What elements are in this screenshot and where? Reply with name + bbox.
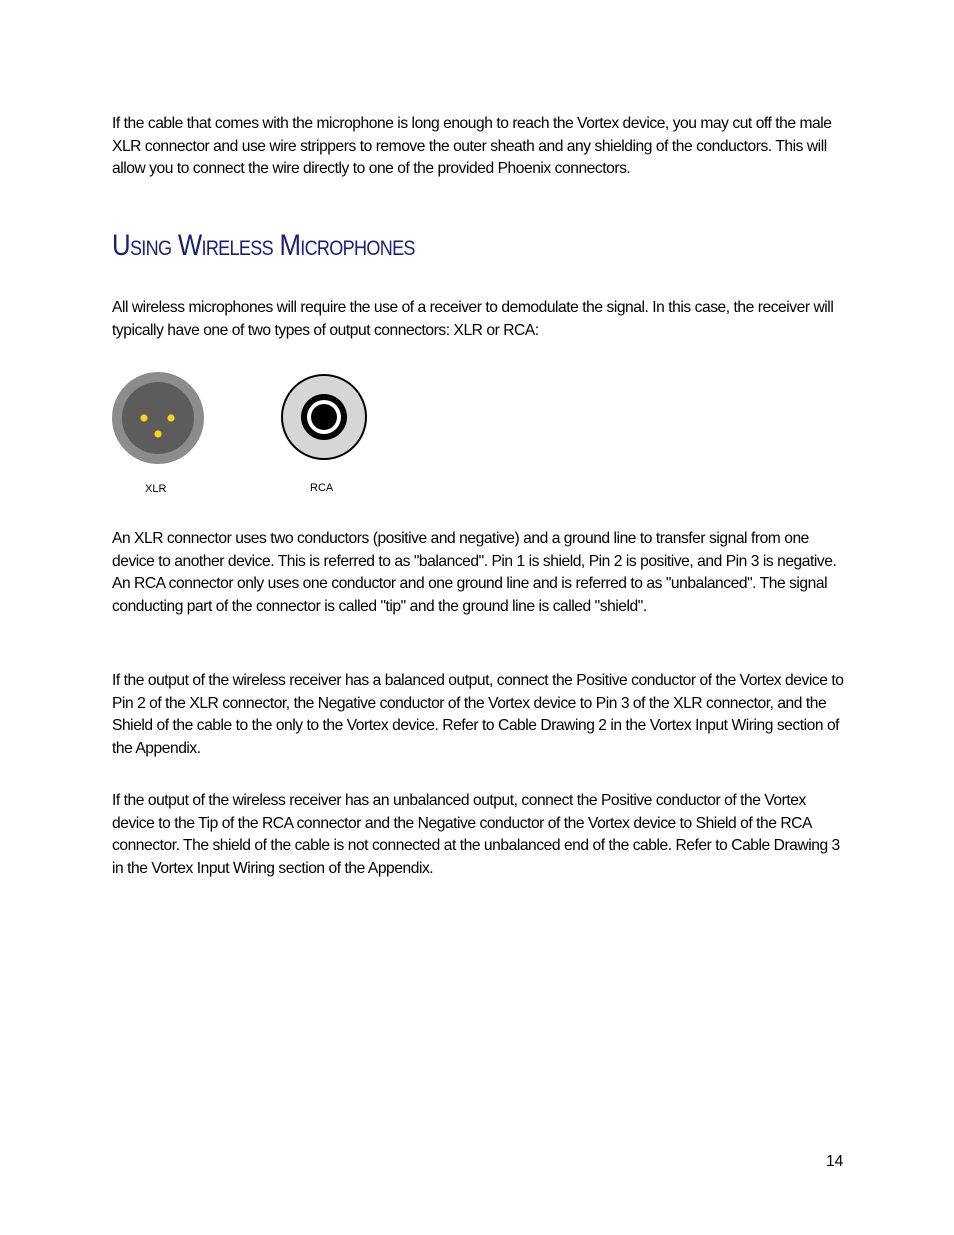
rca-connector-icon bbox=[280, 373, 368, 461]
xlr-pin bbox=[154, 430, 161, 437]
xlr-pin bbox=[140, 414, 147, 421]
xlr-connector-figure bbox=[110, 370, 206, 466]
xlr-pin bbox=[167, 414, 174, 421]
connector-paragraph: An XLR connector uses two conductors (positive and negative) and a ground line to transfer signal from one device to another device. This is referred to as "balanced". Pin 1 is shield, Pin 2 is positive, and Pin 3 is negative. An RCA connector only uses one conductor and one ground line and is referred to as "unbalanced". The signal conducting part of the connector is called "tip" and the ground line is called "shield". bbox=[112, 530, 837, 615]
balanced-output-paragraph: If the output of the wireless receiver has a balanced output, connect the Positive conductor of the Vortex device to Pin 2 of the XLR connector, the Negative conductor of the Vortex device to Pin 3 of the XLR connector, and the Shield of the cable to the only to the Vortex device. Refer to Cable Drawing 2 in the Vortex Input Wiring section of the Appendix. bbox=[112, 672, 844, 757]
intro-paragraph: If the cable that comes with the microphone is long enough to reach the Vortex device, you may cut off the male XLR connector and use wire strippers to remove the outer sheath and any shielding of the conductors. This will allow you to connect the wire directly to one of the provided Phoenix connectors. bbox=[112, 115, 832, 177]
page-number: 14 bbox=[826, 1153, 844, 1170]
section-heading: Using Wireless Microphones bbox=[112, 229, 415, 262]
xlr-label: XLR bbox=[145, 483, 167, 495]
rca-label: RCA bbox=[310, 482, 334, 494]
unbalanced-output-paragraph: If the output of the wireless receiver has an unbalanced output, connect the Positive conductor of the Vortex device to the Tip of the RCA connector and the Negative conductor of the Vortex device to Shield of the RCA connector. The shield of the cable is not connected at the unbalanced end of the cable. Refer to Cable Drawing 3 in the Vortex Input Wiring section of the Appendix. bbox=[112, 792, 840, 877]
receiver-paragraph: All wireless microphones will require the use of a receiver to demodulate the signal. In this case, the receiver will typically have one of two types of output connectors: XLR or RCA: bbox=[112, 299, 834, 339]
rca-tip bbox=[311, 404, 337, 430]
xlr-connector-icon bbox=[110, 370, 206, 466]
xlr-face bbox=[122, 382, 194, 454]
rca-connector-figure bbox=[280, 373, 368, 461]
